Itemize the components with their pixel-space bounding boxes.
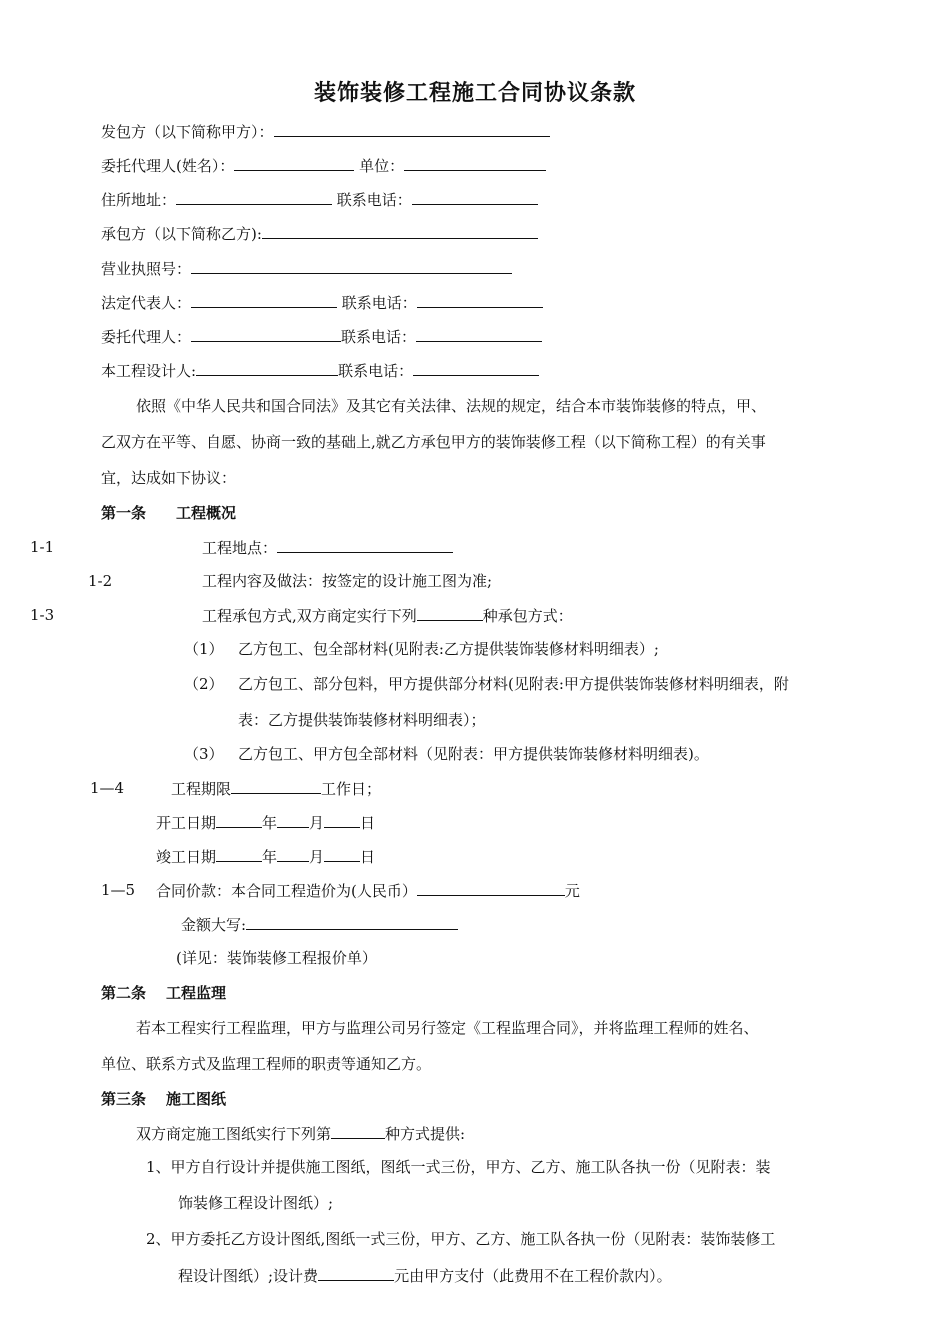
supervision-line-1: 若本工程实行工程监理，甲方与监理公司另行签定《工程监理合同》，并将监理工程师的姓名、 [136, 1019, 759, 1037]
day-label: 日 [360, 814, 376, 832]
site-line [202, 537, 453, 558]
end-day-blank[interactable] [324, 846, 360, 862]
contractor-blank[interactable] [262, 223, 538, 239]
article-number: 第二条 [101, 984, 147, 1002]
price-line [156, 880, 580, 901]
employer-line [101, 121, 550, 142]
article-number: 第三条 [101, 1090, 147, 1108]
article-name: 工程概况 [176, 504, 237, 522]
start-day-blank[interactable] [324, 812, 360, 828]
phone-label: 联系电话： [341, 294, 417, 312]
contract-mode-line [202, 605, 573, 626]
supervision-line-2: 单位、联系方式及监理工程师的职责等通知乙方。 [101, 1055, 432, 1073]
article-name: 工程监理 [166, 984, 227, 1002]
contractor-line [101, 223, 538, 244]
option-2-text-line-1: 乙方包工、部分包料，甲方提供部分材料(见附表:甲方提供装饰装修材料明细表，附 [238, 675, 789, 693]
intro-line-3: 宜，达成如下协议： [101, 469, 237, 487]
start-month-blank[interactable] [277, 812, 309, 828]
start-date-line [156, 812, 375, 833]
end-month-blank[interactable] [277, 846, 309, 862]
year-label: 年 [262, 814, 278, 832]
item-number: 1-3 [30, 606, 55, 624]
amount-words-label: 金额大写: [181, 916, 247, 934]
method-2-line-1: 2、甲方委托乙方设计图纸,图纸一式三份，甲方、乙方、施工队各执一份（见附表：装饰装修工 [146, 1230, 776, 1248]
design-fee-blank[interactable] [318, 1265, 394, 1281]
amount-words-blank[interactable] [246, 914, 458, 930]
item-number: 1—4 [90, 779, 125, 797]
scope-text: 工程内容及做法：按签定的设计施工图为准; [202, 572, 493, 590]
article-number: 第一条 [101, 504, 147, 522]
design-fee-suffix: 元由甲方支付（此费用不在工程价款内）。 [394, 1267, 672, 1285]
license-line [101, 258, 512, 279]
method-1-line-1: 1、甲方自行设计并提供施工图纸，图纸一式三份，甲方、乙方、施工队各执一份（见附表：装 [146, 1158, 771, 1176]
contractor-agent-line [101, 326, 542, 347]
price-label: 合同价款：本合同工程造价为(人民币） [156, 882, 417, 900]
option-3-text: 乙方包工、甲方包全部材料（见附表：甲方提供装饰装修材料明细表)。 [238, 745, 709, 763]
unit-blank[interactable] [404, 155, 546, 171]
agent-name-label: 委托代理人(姓名）： [101, 157, 235, 175]
item-number: 1-2 [88, 572, 113, 590]
document-title: 装饰装修工程施工合同协议条款 [313, 80, 636, 106]
start-date-label: 开工日期 [156, 814, 217, 832]
drawings-lead-label: 双方商定施工图纸实行下列第 [136, 1125, 332, 1143]
start-year-blank[interactable] [216, 812, 262, 828]
year-label: 年 [262, 848, 278, 866]
contract-mode-blank[interactable] [417, 605, 483, 621]
designer-blank[interactable] [196, 360, 338, 376]
employer-blank[interactable] [274, 121, 550, 137]
site-blank[interactable] [277, 537, 453, 553]
end-date-line [156, 846, 375, 867]
method-2-line-2 [178, 1265, 672, 1286]
duration-blank[interactable] [231, 778, 321, 794]
duration-suffix: 工作日； [321, 780, 382, 798]
drawings-lead-suffix: 种方式提供: [385, 1125, 466, 1143]
legal-rep-label: 法定代表人： [101, 294, 192, 312]
amount-words-line [181, 914, 458, 935]
address-blank[interactable] [176, 189, 332, 205]
unit-label: 单位： [359, 157, 405, 175]
article-1-heading [101, 503, 236, 523]
employer-agent-line [101, 155, 546, 176]
option-number: （1） [184, 640, 224, 658]
legal-rep-line [101, 292, 543, 313]
phone-label: 联系电话： [341, 328, 417, 346]
article-3-heading [101, 1089, 226, 1109]
design-fee-label: 程设计图纸）;设计费 [178, 1267, 319, 1285]
drawings-method-blank[interactable] [331, 1123, 385, 1139]
designer-line [101, 360, 539, 381]
address-line [101, 189, 538, 210]
license-blank[interactable] [191, 258, 512, 274]
article-name: 施工图纸 [166, 1090, 227, 1108]
item-number: 1-1 [30, 538, 55, 556]
item-number: 1—5 [101, 881, 136, 899]
phone-blank[interactable] [412, 189, 538, 205]
site-label: 工程地点： [202, 539, 278, 557]
phone-blank[interactable] [413, 360, 539, 376]
month-label: 月 [309, 814, 325, 832]
price-detail-note: (详见：装饰装修工程报价单） [176, 949, 377, 967]
month-label: 月 [309, 848, 325, 866]
drawings-lead-line [136, 1123, 465, 1144]
contractor-label: 承包方（以下简称乙方): [101, 225, 262, 243]
day-label: 日 [360, 848, 376, 866]
contract-mode-label: 工程承包方式,双方商定实行下列 [202, 607, 417, 625]
contract-mode-suffix: 种承包方式： [482, 607, 573, 625]
contractor-agent-blank[interactable] [191, 326, 341, 342]
phone-label: 联系电话： [338, 362, 414, 380]
price-unit: 元 [564, 882, 580, 900]
intro-line-1: 依照《中华人民共和国合同法》及其它有关法律、法规的规定，结合本市装饰装修的特点，甲、 [136, 397, 767, 415]
method-1-line-2: 饰装修工程设计图纸）; [178, 1194, 334, 1212]
agent-name-blank[interactable] [234, 155, 354, 171]
duration-label: 工程期限 [171, 780, 232, 798]
license-label: 营业执照号： [101, 260, 192, 278]
phone-blank[interactable] [417, 292, 543, 308]
address-label: 住所地址： [101, 191, 177, 209]
contractor-agent-label: 委托代理人： [101, 328, 192, 346]
option-2-text-line-2: 表：乙方提供装饰装修材料明细表）； [238, 711, 486, 729]
option-number: （2） [184, 675, 224, 693]
phone-label: 联系电话： [336, 191, 412, 209]
legal-rep-blank[interactable] [191, 292, 337, 308]
option-1-text: 乙方包工、包全部材料(见附表:乙方提供装饰装修材料明细表）; [238, 640, 659, 658]
end-date-label: 竣工日期 [156, 848, 217, 866]
option-number: （3） [184, 745, 224, 763]
intro-line-2: 乙双方在平等、自愿、协商一致的基础上,就乙方承包甲方的装饰装修工程（以下简称工程）的有关事 [101, 433, 766, 451]
price-blank[interactable] [417, 880, 565, 896]
employer-label: 发包方（以下简称甲方）： [101, 123, 274, 141]
end-year-blank[interactable] [216, 846, 262, 862]
duration-line [171, 778, 381, 799]
phone-blank[interactable] [416, 326, 542, 342]
article-2-heading [101, 983, 226, 1003]
designer-label: 本工程设计人: [101, 362, 197, 380]
